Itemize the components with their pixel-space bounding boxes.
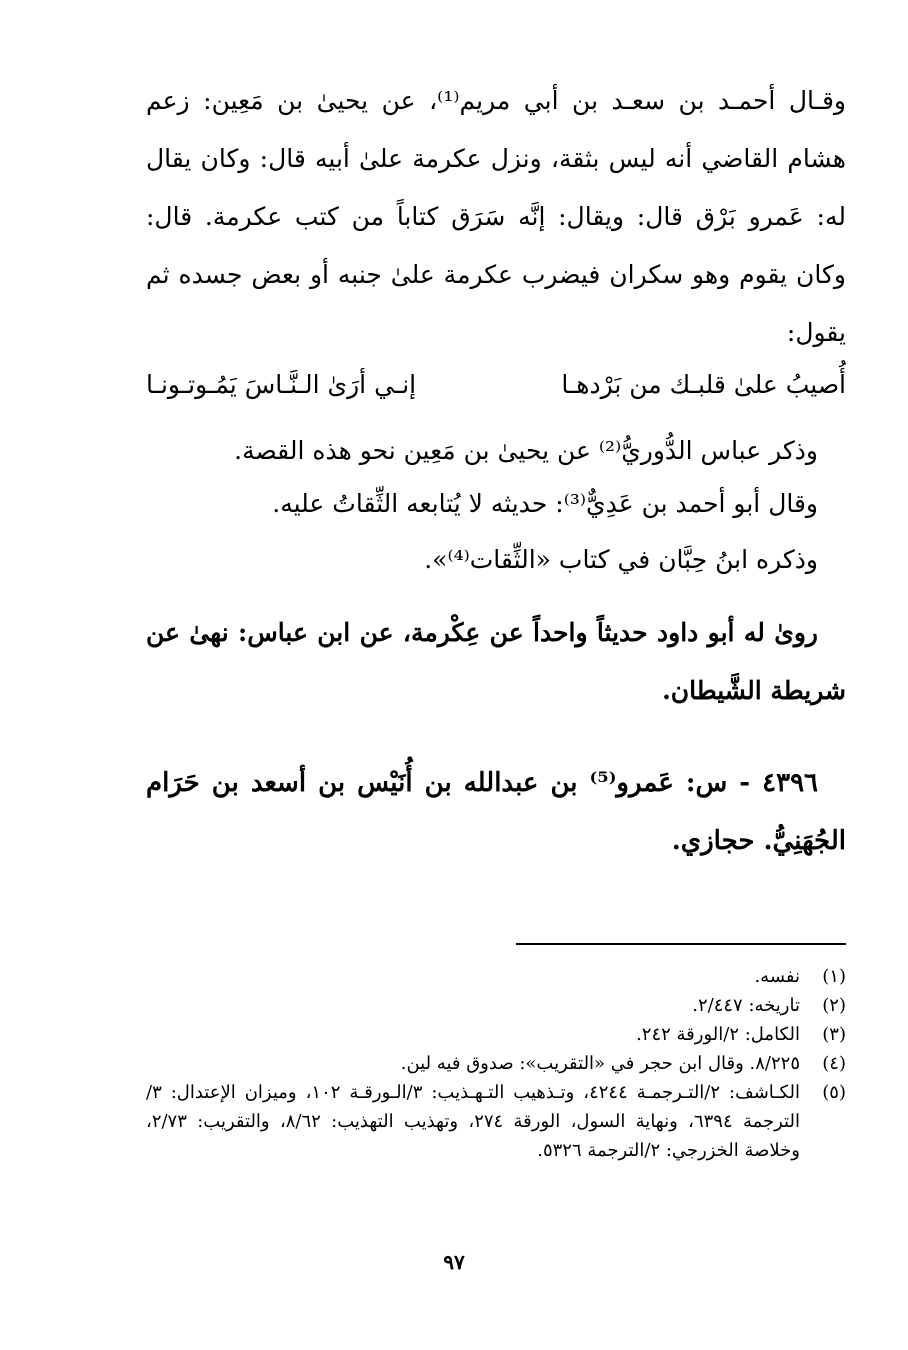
- paragraph-ahmad-ibn-saad: وقـال أحمـد بن سعـد بن أبي مريم⁽¹⁾، عن يحيىٰ بن مَعِين: زعم هشام القاضي أنه ليس بثقة، ونزل عكرمة علىٰ أبيه قال: وكان يقال له: عَمرو بَرْق قال: ويقال: إنَّه سَرَق كتاباً من كتب عكرمة. قال: وكان يقوم وهو سكران فيضرب عكرمة علىٰ جنبه أو بعض جسده ثم يقول:: [146, 86, 846, 347]
- footnote-text: الكـاشف: ٢/التـرجمـة ٤٢٤٤، وتـذهيب التـهـذيب: ٣/الـورقـة ١٠٢، وميزان الإعتدال: ٣/الترجمة ٦٣٩٤، ونهاية السول، الورقة ٢٧٤، وتهذيب التهذيب: ٨/٦٢، والتقريب: ٢/٧٣، وخلاصة الخزرجي: ٢/الترجمة ٥٣٢٦.: [146, 1082, 800, 1161]
- footnote-number: (٣): [822, 1024, 846, 1045]
- footnote-separator: [516, 943, 846, 945]
- line-ibn-hibban: وذكره ابنُ حِبَّان في كتاب «الثِّقات⁽⁴⁾».: [424, 545, 818, 574]
- footnote-item: [146, 1020, 846, 1049]
- line-abbas-aldouri: وذكر عباس الدُّوريُّ⁽²⁾ عن يحيىٰ بن مَعِين نحو هذه القصة.: [234, 436, 818, 465]
- footnote-item: [146, 991, 846, 1020]
- footnote-item: [146, 1049, 846, 1078]
- paragraph-abu-dawud: روىٰ له أبو داود حديثاً واحداً عن عِكْرمة، عن ابن عباس: نهىٰ عن شريطة الشَّيطان.: [146, 618, 846, 705]
- poem-hemistich-first: أُصيبُ علىٰ قلبـك من بَرْدهـا: [561, 370, 846, 399]
- footnote-item: [146, 962, 846, 991]
- footnotes: [146, 962, 846, 1165]
- footnote-text: نفسه.: [754, 966, 800, 987]
- line-ibn-adi: وقال أبو أحمد بن عَدِيٌّ⁽³⁾: حديثه لا يُتابعه الثِّقاتُ عليه.: [272, 489, 818, 518]
- entry-4396: ٤٣٩٦ - س: عَمرو⁽⁵⁾ بن عبدالله بن أُنَيْس بن أسعد بن حَرَام الجُهَنِيُّ. حجازي.: [146, 768, 846, 856]
- footnote-number: (٤): [822, 1053, 846, 1074]
- footnote-text: ٨/٢٢٥. وقال ابن حجر في «التقريب»: صدوق فيه لين.: [400, 1053, 800, 1074]
- poem-hemistich-second: إنـي أرَىٰ الـنَّـاسَ يَمُـوتـونـا: [146, 370, 417, 399]
- footnote-text: تاريخه: ٢/٤٤٧.: [692, 995, 800, 1016]
- footnote-text: الكامل: ٢/الورقة ٢٤٢.: [636, 1024, 800, 1045]
- footnote-item: [146, 1078, 846, 1165]
- footnote-number: (٥): [822, 1082, 846, 1103]
- footnote-number: (١): [822, 966, 846, 987]
- poem-verse: [146, 360, 846, 410]
- page-number: ٩٧: [443, 1250, 465, 1274]
- footnote-number: (٢): [822, 995, 846, 1016]
